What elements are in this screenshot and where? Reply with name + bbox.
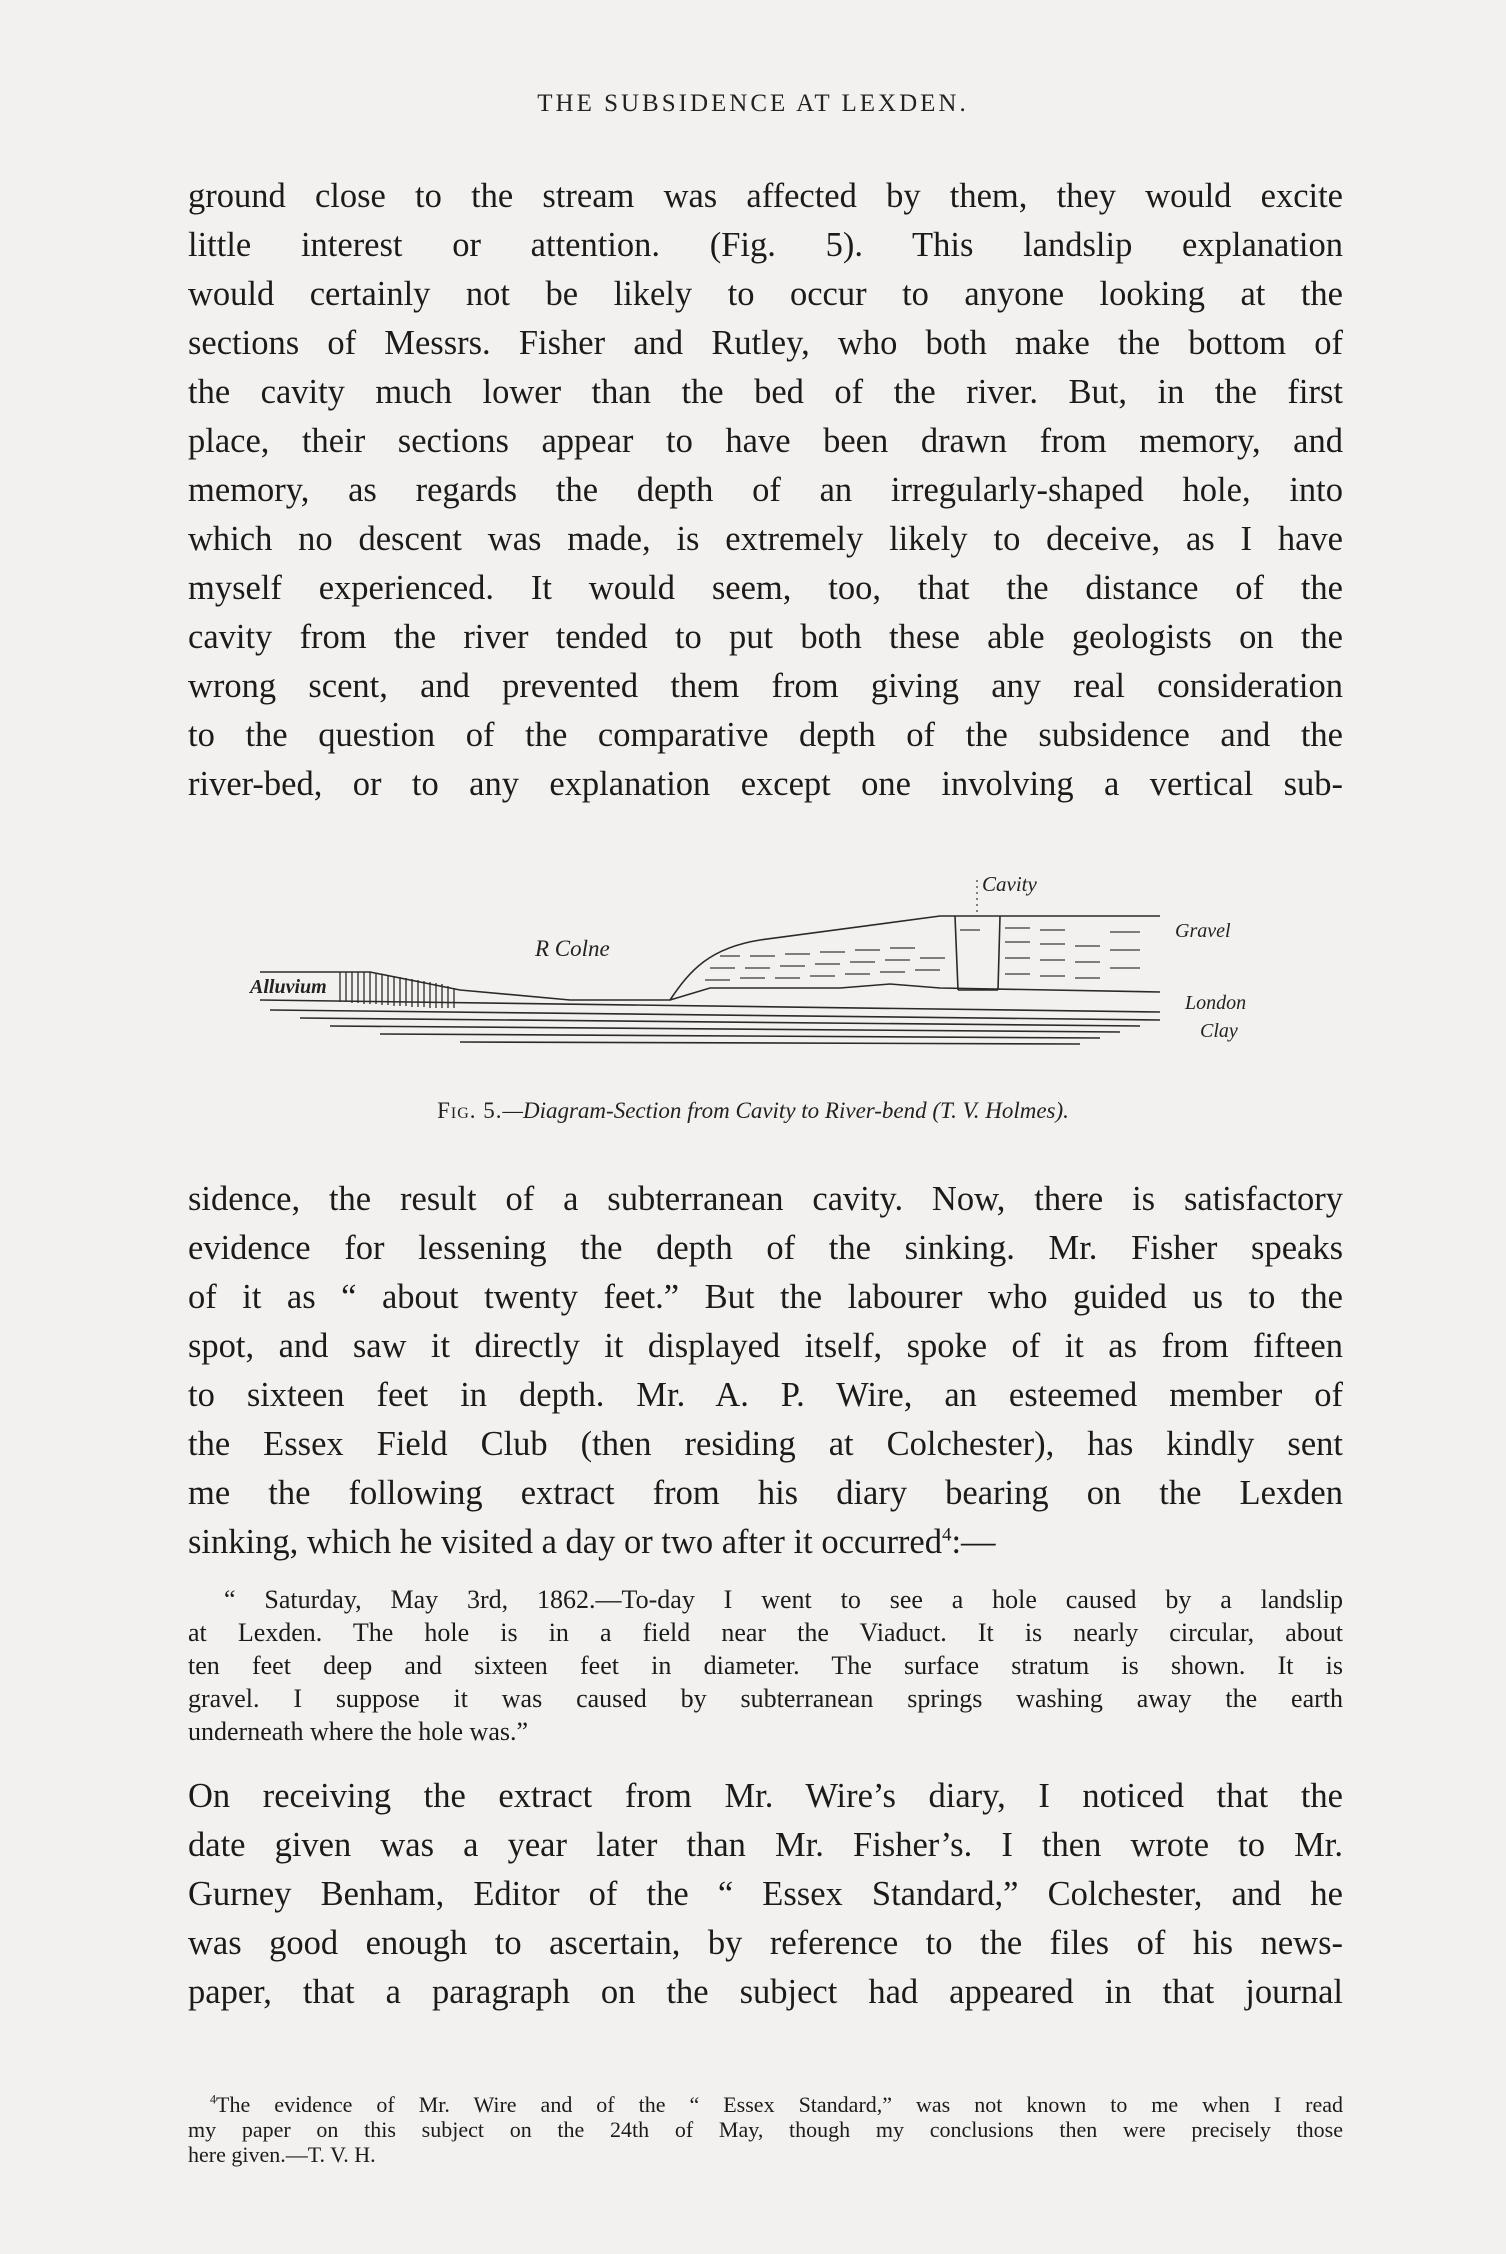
text-line: the Essex Field Club (then residing at Colchester), has kindly sent: [188, 1425, 1343, 1463]
paragraph-3: [188, 1772, 1343, 2017]
clay-line-3: [300, 1018, 1140, 1026]
text-line: the cavity much lower than the bed of the river. But, in the first: [188, 373, 1343, 411]
clay-line-4: [330, 1026, 1120, 1032]
quote-line: gravel. I suppose it was caused by subterranean springs washing away the earth: [188, 1684, 1343, 1713]
diary-quote: [188, 1583, 1343, 1748]
footnote-text: The evidence of Mr. Wire and of the “ Essex Standard,” was not known to me when I read: [216, 2092, 1343, 2117]
paragraph-2: [188, 1175, 1343, 1567]
text-line-body: sinking, which he visited a day or two after it occurred: [188, 1523, 942, 1561]
text-line: paper, that a paragraph on the subject had appeared in that journal: [188, 1973, 1343, 2011]
text-line: wrong scent, and prevented them from giving any real consideration: [188, 667, 1343, 705]
text-line: date given was a year later than Mr. Fisher’s. I then wrote to Mr.: [188, 1826, 1343, 1864]
text-line: cavity from the river tended to put both these able geologists on the: [188, 618, 1343, 656]
text-line: spot, and saw it directly it displayed itself, spoke of it as from fifteen: [188, 1327, 1343, 1365]
label-gravel: Gravel: [1175, 920, 1231, 942]
clay-line-6: [460, 1042, 1080, 1044]
text-line-end: :—: [951, 1523, 996, 1561]
text-line: which no descent was made, is extremely likely to deceive, as I have: [188, 520, 1343, 558]
text-line: memory, as regards the depth of an irregularly-shaped hole, into: [188, 471, 1343, 509]
label-london: London: [1185, 992, 1247, 1014]
gravel-dashes: [705, 928, 1140, 980]
text-line: to sixteen feet in depth. Mr. A. P. Wire, an esteemed member of: [188, 1376, 1343, 1414]
text-line: me the following extract from his diary bearing on the Lexden: [188, 1474, 1343, 1512]
text-line: sidence, the result of a subterranean cavity. Now, there is satisfactory: [188, 1180, 1343, 1218]
label-cavity: Cavity: [982, 872, 1037, 896]
cavity-left-wall: [955, 916, 958, 990]
footnote: [188, 2092, 1343, 2167]
label-alluvium: Alluvium: [250, 976, 327, 998]
text-line: was good enough to ascertain, by reference to the files of his news-: [188, 1924, 1343, 1962]
footnote-line: [188, 2092, 1343, 2117]
figure-number: Fig. 5.: [437, 1098, 503, 1123]
footnote-line: my paper on this subject on the 24th of May, though my conclusions then were precisely those: [188, 2117, 1343, 2142]
text-line: little interest or attention. (Fig. 5). This landslip explanation: [188, 226, 1343, 264]
footnote-reference: 4: [941, 1524, 952, 1546]
footnote-line: here given.—T. V. H.: [188, 2142, 376, 2167]
text-line: ground close to the stream was affected by them, they would excite: [188, 177, 1343, 215]
text-line: On receiving the extract from Mr. Wire’s diary, I noticed that the: [188, 1777, 1343, 1815]
quote-line: ten feet deep and sixteen feet in diameter. The surface stratum is shown. It is: [188, 1651, 1343, 1680]
running-head: THE SUBSIDENCE AT LEXDEN.: [537, 90, 969, 117]
text-line: would certainly not be likely to occur to anyone looking at the: [188, 275, 1343, 313]
clay-line-5: [380, 1034, 1100, 1038]
quote-line: underneath where the hole was.”: [188, 1717, 529, 1746]
text-line: to the question of the comparative depth of the subsidence and the: [188, 716, 1343, 754]
paragraph-1: [188, 172, 1343, 809]
section-diagram: [240, 860, 1280, 1100]
text-line: Gurney Benham, Editor of the “ Essex Standard,” Colchester, and he: [188, 1875, 1343, 1913]
figure-caption: [0, 1098, 1506, 1124]
figure-title: —Diagram-Section from Cavity to River-bend (T. V. Holmes).: [502, 1098, 1069, 1123]
diagram-section-figure: [240, 860, 1280, 1110]
cavity-right-wall: [998, 916, 1000, 990]
text-line: sections of Messrs. Fisher and Rutley, who both make the bottom of: [188, 324, 1343, 362]
text-line: river-bed, or to any explanation except one involving a vertical sub-: [188, 765, 1343, 803]
text-line: of it as “ about twenty feet.” But the labourer who guided us to the: [188, 1278, 1343, 1316]
quote-line: “ Saturday, May 3rd, 1862.—To-day I went to see a hole caused by a landslip: [224, 1585, 1343, 1614]
text-line: evidence for lessening the depth of the sinking. Mr. Fisher speaks: [188, 1229, 1343, 1267]
quote-line: at Lexden. The hole is in a field near the Viaduct. It is nearly circular, about: [188, 1618, 1343, 1647]
label-river-colne: R Colne: [535, 936, 610, 961]
footnote-number: 4: [210, 2092, 217, 2107]
text-line: place, their sections appear to have been drawn from memory, and: [188, 422, 1343, 460]
text-line: [188, 1518, 1343, 1567]
clay-line-1: [260, 1000, 1160, 1012]
label-clay: Clay: [1200, 1020, 1238, 1042]
text-line: myself experienced. It would seem, too, that the distance of the: [188, 569, 1343, 607]
gravel-base-line: [670, 984, 1160, 1000]
